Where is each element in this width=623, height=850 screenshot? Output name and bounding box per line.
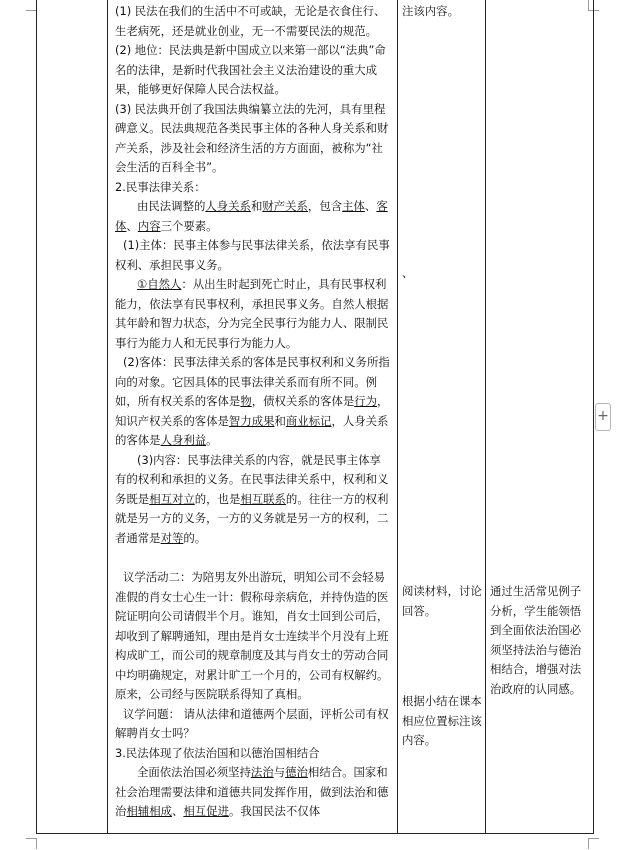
text-segment: (2)客体：民事法律关系的客体是民事权利和义务所指向的对象。它因具体的民事法律关系而有所不同。例如，所有权关系的客体是 [115, 355, 390, 408]
text-segment: 和 [250, 199, 263, 213]
heading-civil-legal-relation: 2.民事法律关系： [115, 179, 206, 194]
table-border-left [36, 0, 37, 834]
paragraph-discussion-question: 议学问题： 请从法律和道德两个层面，评析公司有权解聘肖女士吗？ [115, 706, 389, 740]
underlined-term: 法治 [250, 765, 274, 779]
text-segment: 与 [273, 765, 286, 779]
paragraph-civil-law-importance: (1) 民法在我们的生活中不可或缺，无论是衣食住行、生老病死，还是就业创业，无一不需要民法的规范。 [115, 4, 386, 38]
text-segment: (3)内容：民事法律关系的内容，就是民事主体享有的权利和承担的义务。在民事法律关系中，权利和义务既是 [115, 452, 389, 506]
activity-summary-mark: 根据小结在课本相应位置标注该内容。 [402, 694, 482, 747]
underlined-term: ①自然人 [137, 277, 182, 291]
activity-note-mark: 注该内容。 [402, 4, 459, 18]
underlined-term: 商业标记 [285, 413, 332, 428]
text-segment: 的。往往一方的权利就是另一方的义务，一方的义务就是另一方的权利，二者通常是 [115, 491, 389, 545]
paragraph-content [115, 451, 391, 549]
text-segment: ，债权关系的客体是 [251, 394, 355, 408]
text-segment: 、 [364, 199, 377, 213]
underlined-term: 智力成果 [228, 413, 275, 428]
design-intent-text: 通过生活常见例子分析，学生能领悟到全面依法治国必须坚持法治与德治相结合，增强对法治政府的认同感。 [490, 584, 582, 696]
design-intent-column [490, 0, 588, 834]
text-segment: 。 [206, 433, 218, 447]
text-segment: 全面依法治国必须坚持 [137, 765, 251, 779]
table-border-col1 [107, 0, 108, 834]
text-segment: 、 [126, 218, 138, 233]
text-segment: 、 [171, 804, 184, 818]
text-segment: 相结合。国家和社会治理需要法律和道德共同发挥作用，做到法治和德治 [115, 765, 389, 818]
underlined-term: 内容 [137, 218, 161, 233]
paragraph-object [115, 353, 391, 451]
paragraph-rule-of-law-and-virtue [115, 763, 391, 822]
underlined-term: 相互促进 [183, 804, 229, 818]
paragraph-natural-person [115, 275, 391, 353]
crop-mark-bottom-left [26, 838, 37, 849]
paragraph-civil-code-significance: (3) 民法典开创了我国法典编纂立法的先河，具有里程碑意义。民法典规范各类民事主体的各种人身关系和财产关系，涉及社会和经济生活的方方面面，被称为“社会生活的百科全书”。 [115, 101, 389, 174]
paragraph-relation-elements [115, 197, 391, 236]
text-segment: ，包含 [307, 199, 343, 213]
underlined-term: 主体 [342, 199, 365, 213]
paragraph-civil-code-status: (2) 地位：民法典是新中国成立以来第一部以“法典”命名的法律，是新时代我国社会主义法治建设的重大成果，能够更好保障人民合法权益。 [115, 43, 386, 96]
underlined-term: 德治 [285, 765, 308, 779]
text-segment: ：从出生时起到死亡时止，具有民事权利能力，依法享有民事权利，承担民事义务。自然人根据其年龄和智力状态，分为完全民事行为能力人、限制民事行为能力人和无民事行为能力人。 [115, 277, 389, 350]
activity-read-discuss: 阅读材料，讨论回答。 [402, 584, 482, 618]
text-segment: 和 [274, 413, 286, 428]
lesson-content-column [115, 0, 391, 822]
text-segment: 由民法调整的 [137, 199, 206, 213]
underlined-term: 行为 [354, 394, 378, 408]
underlined-term: 人身关系 [205, 199, 251, 213]
underlined-term: 财产关系 [262, 199, 308, 213]
underlined-term: 相互联系 [240, 491, 286, 506]
paragraph-discussion-activity: 议学活动二：为陪男友外出游玩，明知公司不会轻易准假的肖女士心生一计：假称母亲病危，并持伪造的医院证明向公司请假半个月。谁知，肖女士回到公司后，却收到了解聘通知，理由是肖女士连续半个月没有上班构成旷工，而公司的规章制度及其与肖女士的劳动合同中均明确规定，对累计旷工一个月的，公司有权解约。原来，公司经与医院联系得知了真相。 [115, 570, 389, 701]
table-border-col2 [397, 0, 398, 834]
text-segment: ，知识产权关系的客体是 [115, 394, 389, 428]
text-segment: 三个要素。 [160, 218, 218, 233]
text-segment: 。我国民法不仅体 [228, 804, 321, 818]
add-row-button[interactable]: + [595, 403, 611, 431]
underlined-term: 人身利益 [160, 433, 207, 447]
underlined-term: 物 [240, 394, 252, 408]
paragraph-subject: (1)主体：民事主体参与民事法律关系，依法享有民事权利、承担民事义务。 [115, 238, 390, 272]
text-segment: ，人身关系的客体是 [115, 413, 389, 447]
heading-law-and-virtue: 3.民法体现了依法治国和以德治国相结合 [115, 745, 320, 760]
crop-mark-bottom-right [588, 838, 599, 849]
underlined-term: 客体 [115, 199, 388, 233]
underlined-term: 对等 [160, 530, 184, 545]
table-border-right [593, 0, 594, 834]
text-segment: 的。 [183, 530, 207, 545]
text-segment: 的，也是 [194, 491, 241, 506]
activity-separator: 、 [402, 266, 414, 280]
underlined-term: 相辅相成 [126, 804, 172, 818]
underlined-term: 相互对立 [149, 491, 195, 506]
student-activity-column [402, 0, 486, 834]
